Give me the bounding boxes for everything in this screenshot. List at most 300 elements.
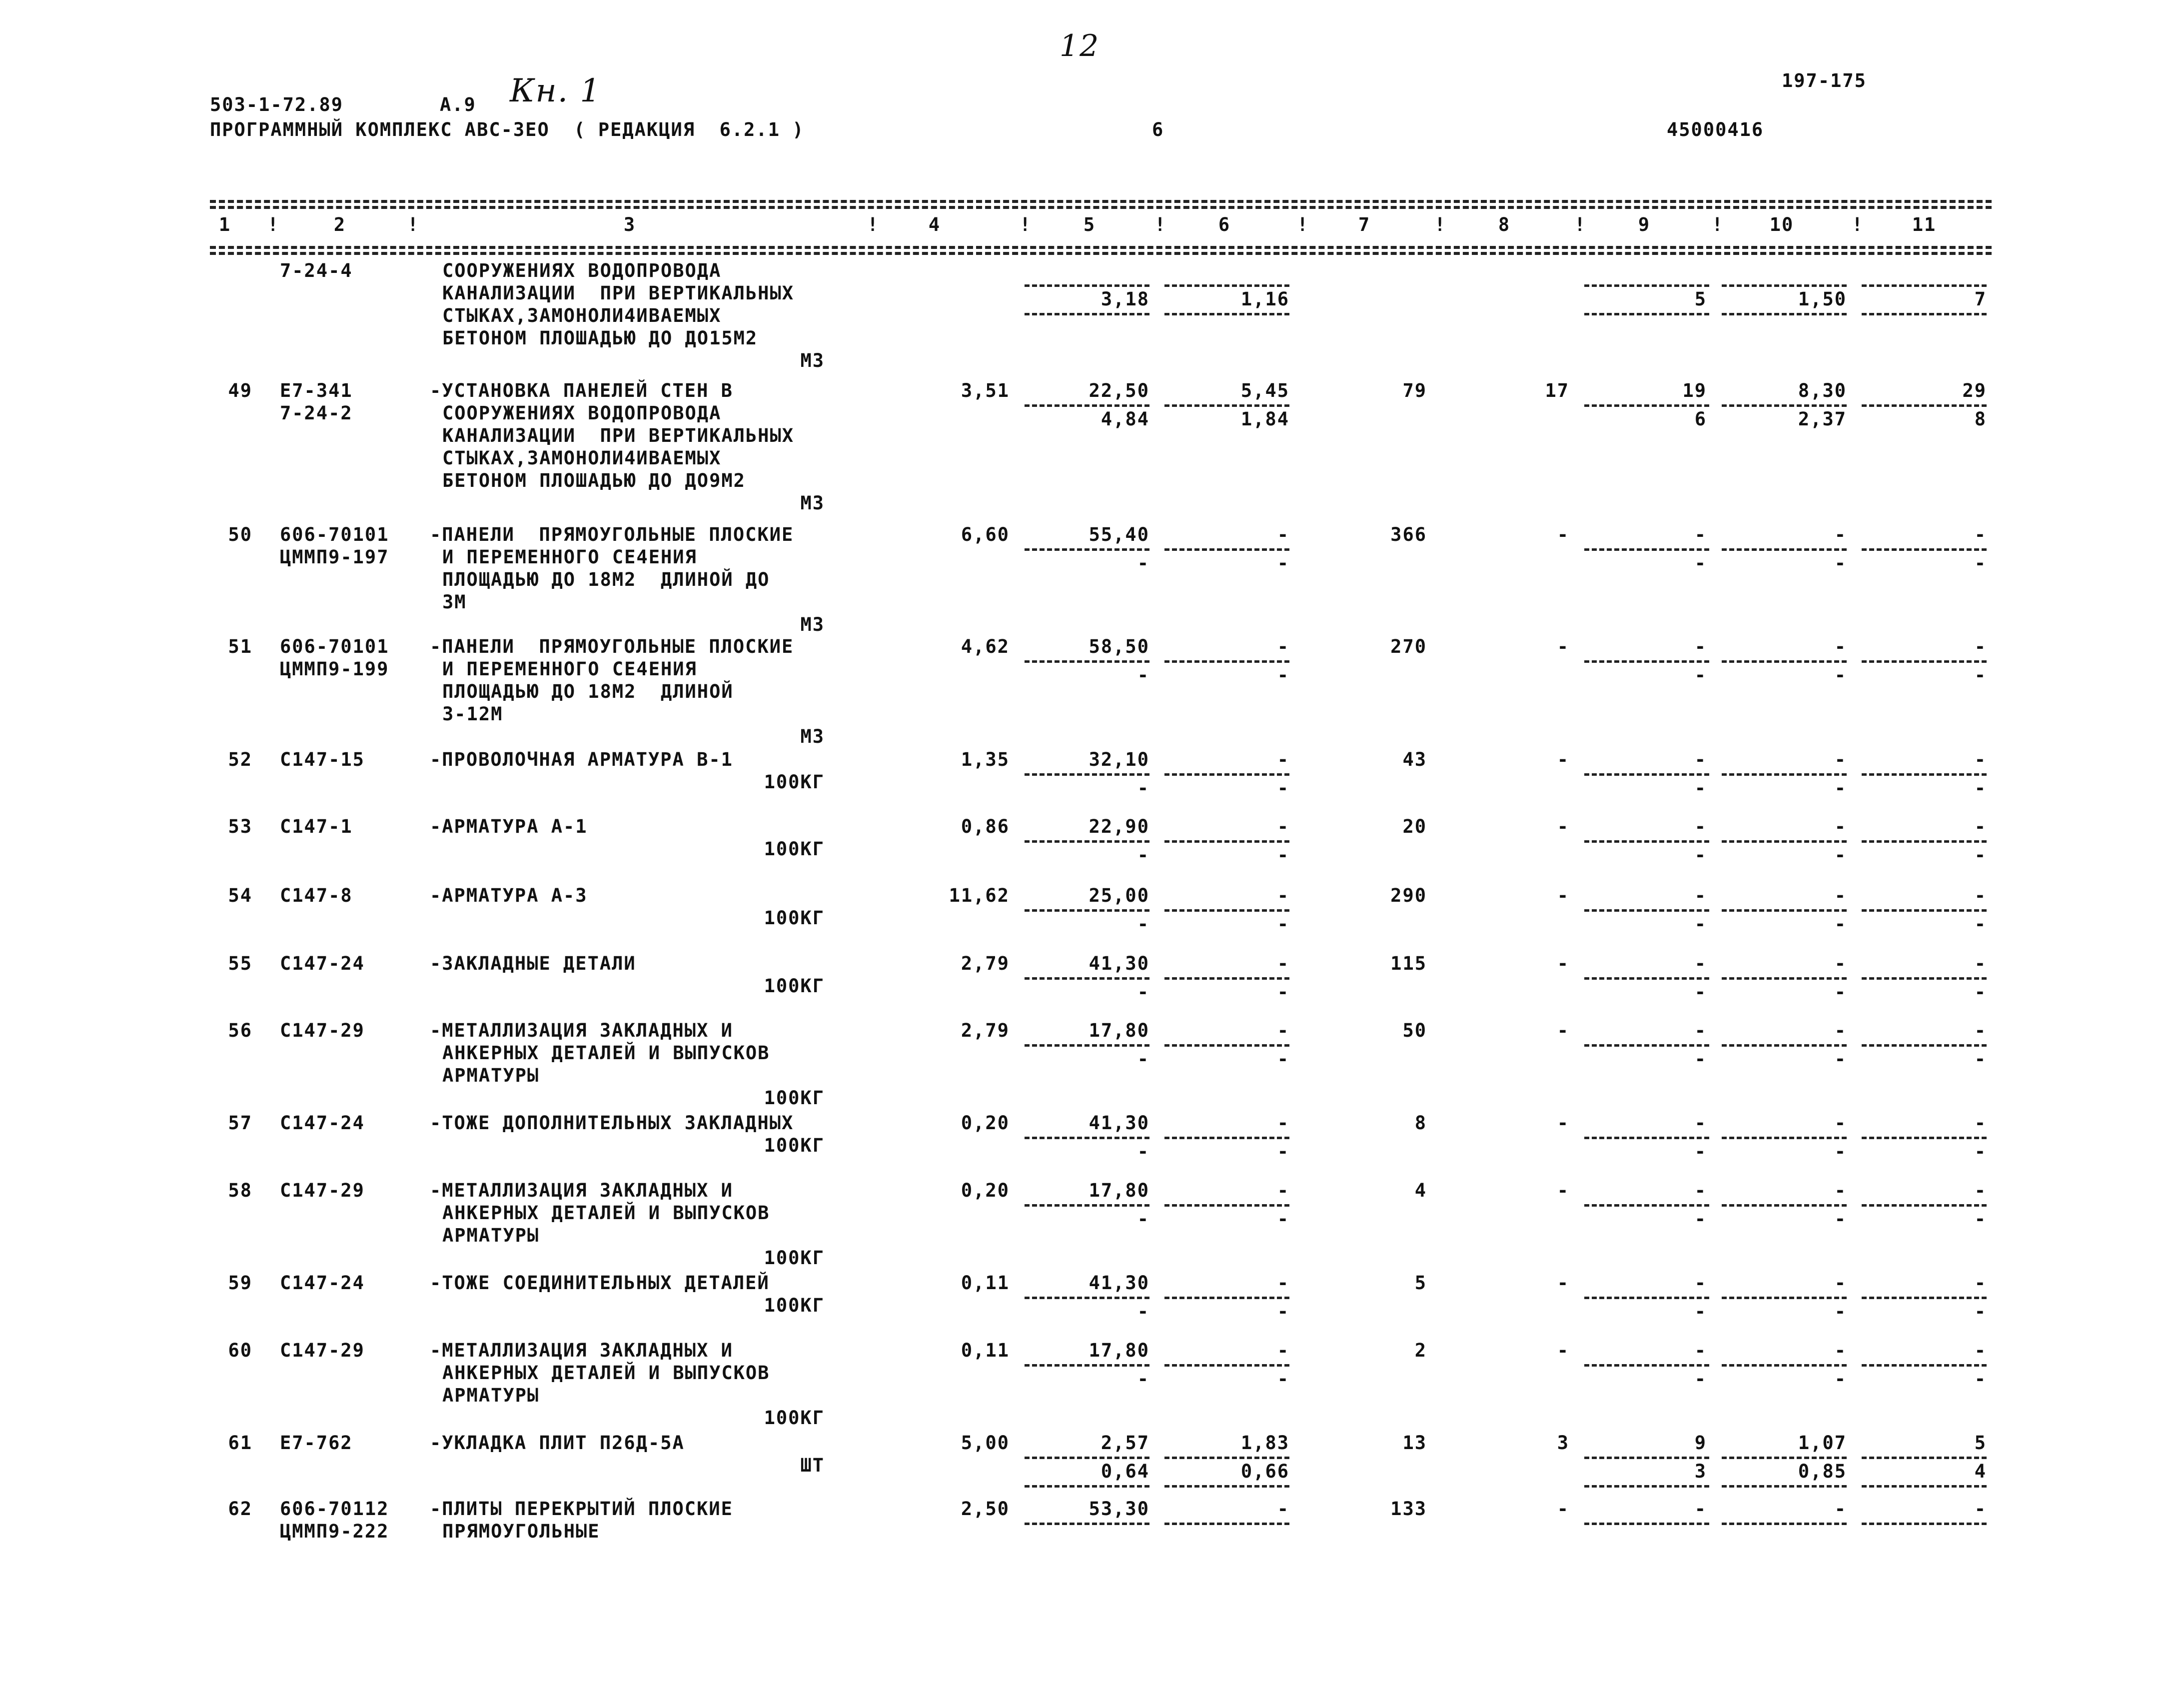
row-number: 59 [228, 1272, 252, 1294]
cell-divider-c11 [1862, 1457, 1987, 1459]
cell-c7: 366 [1390, 524, 1427, 545]
row-code: С147-24 [280, 953, 365, 974]
cell-c6: - [1277, 1498, 1289, 1520]
cell-c5: 25,00 [1089, 885, 1149, 906]
cell-c6b: - [1277, 664, 1289, 686]
column-header-1: 1 [218, 214, 231, 235]
cell-c8: - [1557, 1272, 1569, 1294]
row-unit: 100КГ [764, 907, 825, 929]
cell-c9b: - [1694, 981, 1707, 1003]
cell-c6: - [1277, 885, 1289, 906]
row-description-line: ПЛОЩАДЬЮ ДО 18М2 ДЛИНОЙ ДО [442, 569, 770, 590]
code-right: 197-175 [1782, 70, 1867, 91]
row-number: 58 [228, 1180, 252, 1201]
cell-c7: 8 [1414, 1112, 1427, 1134]
cell-divider-lower-c5 [1025, 1485, 1149, 1488]
row-code: С147-1 [280, 816, 353, 837]
cell-divider-c9 [1584, 1297, 1709, 1299]
cell-c8: - [1557, 1112, 1569, 1134]
column-separator: ! [1434, 214, 1447, 235]
cell-c10: - [1834, 1272, 1847, 1294]
cell-c11b: 8 [1974, 408, 1987, 430]
cell-c5: 22,50 [1089, 380, 1149, 401]
cell-divider-c11 [1862, 977, 1987, 980]
cell-c11b: 4 [1974, 1461, 1987, 1482]
cell-c4: 0,20 [961, 1180, 1010, 1201]
cell-divider-lower-c9 [1584, 1485, 1709, 1488]
row-code: С147-15 [280, 749, 365, 770]
cell-divider-lower-c6 [1164, 313, 1289, 315]
cell-c9b: - [1694, 1301, 1707, 1322]
cell-divider-c5 [1025, 404, 1149, 407]
row-description-line: АРМАТУРЫ [442, 1385, 540, 1406]
cell-c10: - [1834, 1340, 1847, 1361]
cell-c7: 270 [1390, 636, 1427, 657]
cell-divider-c11 [1862, 660, 1987, 663]
cell-divider-lower-c9 [1584, 313, 1709, 315]
album-label: А.9 [440, 94, 476, 115]
row-code: 606-70101 [280, 524, 389, 545]
cell-divider-c6 [1164, 660, 1289, 663]
cell-divider-c11 [1862, 284, 1987, 287]
cell-divider-c11 [1862, 1137, 1987, 1139]
cell-divider-c9 [1584, 660, 1709, 663]
row-code: 606-70101 [280, 636, 389, 657]
column-header-10: 10 [1769, 214, 1794, 235]
cell-divider-c6 [1164, 773, 1289, 776]
column-separator: ! [867, 214, 880, 235]
cell-divider-c9 [1584, 1044, 1709, 1047]
cell-divider-c9 [1584, 773, 1709, 776]
cell-divider-lower-c6 [1164, 1485, 1289, 1488]
cell-c10b: - [1834, 1301, 1847, 1322]
cell-divider-c6 [1164, 909, 1289, 912]
cell-divider-c6 [1164, 284, 1289, 287]
row-description-line: 3-12М [442, 703, 503, 725]
cell-c10b: - [1834, 913, 1847, 935]
cell-c7: 20 [1402, 816, 1427, 837]
row-description-line: АРМАТУРЫ [442, 1065, 540, 1086]
row-code-2: ЦММП9-222 [280, 1521, 389, 1542]
row-number: 60 [228, 1340, 252, 1361]
cell-c11: 5 [1974, 1432, 1987, 1454]
row-description-line: КАНАЛИЗАЦИИ ПРИ ВЕРТИКАЛЬНЫХ [442, 425, 795, 446]
cell-c5b: - [1137, 552, 1149, 574]
cell-c7: 133 [1390, 1498, 1427, 1520]
row-code-2: 7-24-2 [280, 402, 353, 424]
cell-divider-c5 [1025, 977, 1149, 980]
cell-c10: - [1834, 749, 1847, 770]
cell-divider-c9 [1584, 284, 1709, 287]
cell-c6: - [1277, 1340, 1289, 1361]
cell-c5b: 4,84 [1100, 408, 1149, 430]
cell-divider-c10 [1722, 773, 1847, 776]
cell-c6: - [1277, 1272, 1289, 1294]
cell-c6b: - [1277, 913, 1289, 935]
cell-c4: 6,60 [961, 524, 1010, 545]
cell-divider-c6 [1164, 1137, 1289, 1139]
cell-divider-c10 [1722, 1137, 1847, 1139]
row-description-line: -ТОЖЕ ДОПОЛНИТЕЛЬНЫХ ЗАКЛАДНЫХ [430, 1112, 794, 1134]
cell-c6: - [1277, 1180, 1289, 1201]
cell-divider-lower-c11 [1862, 1485, 1987, 1488]
cell-divider-c6 [1164, 548, 1289, 551]
cell-c4: 2,50 [961, 1498, 1010, 1520]
cell-c9: - [1694, 636, 1707, 657]
cell-c5b: - [1137, 913, 1149, 935]
center-number: 6 [1152, 119, 1164, 140]
cell-c5: 41,30 [1089, 953, 1149, 974]
row-description-line: -ЗАКЛАДНЫЕ ДЕТАЛИ [430, 953, 636, 974]
row-description-line: -АРМАТУРА А-3 [430, 885, 588, 906]
cell-divider-c5 [1025, 840, 1149, 843]
cell-c10: - [1834, 816, 1847, 837]
row-unit: 100КГ [764, 1407, 825, 1429]
cell-c8: - [1557, 885, 1569, 906]
cell-c4: 0,86 [961, 816, 1010, 837]
cell-c10b: - [1834, 552, 1847, 574]
cell-c11: - [1974, 953, 1987, 974]
row-number: 52 [228, 749, 252, 770]
row-number: 56 [228, 1020, 252, 1041]
cell-c5b: 0,64 [1100, 1461, 1149, 1482]
row-code: 7-24-4 [280, 260, 353, 281]
cell-c9b: - [1694, 1048, 1707, 1070]
cell-c6b: - [1277, 1301, 1289, 1322]
cell-c10b: - [1834, 981, 1847, 1003]
cell-divider-c6 [1164, 1523, 1289, 1525]
cell-c11b: - [1974, 1301, 1987, 1322]
cell-c4: 3,51 [961, 380, 1010, 401]
column-separator: ! [1297, 214, 1309, 235]
row-number: 53 [228, 816, 252, 837]
cell-divider-c5 [1025, 660, 1149, 663]
cell-c5: 41,30 [1089, 1112, 1149, 1134]
cell-c10b: - [1834, 1208, 1847, 1230]
cell-c10b: - [1834, 664, 1847, 686]
cell-c5: 22,90 [1089, 816, 1149, 837]
row-description-line: 3М [442, 591, 467, 613]
cell-c9b: - [1694, 1208, 1707, 1230]
cell-divider-c6 [1164, 1204, 1289, 1207]
cell-c9b: 5 [1694, 288, 1707, 310]
row-description-line: -ПАНЕЛИ ПРЯМОУГОЛЬНЫЕ ПЛОСКИЕ [430, 636, 794, 657]
cell-c10: - [1834, 885, 1847, 906]
row-description-line: -МЕТАЛЛИЗАЦИЯ ЗАКЛАДНЫХ И [430, 1340, 733, 1361]
column-header-9: 9 [1638, 214, 1651, 235]
row-unit: М3 [800, 350, 825, 371]
cell-c6b: - [1277, 1048, 1289, 1070]
cell-c10b: - [1834, 1368, 1847, 1390]
cell-c6b: - [1277, 552, 1289, 574]
row-description-line: БЕТОНОМ ПЛОШАДЬЮ ДО ДО15М2 [442, 327, 758, 349]
cell-c5: 53,30 [1089, 1498, 1149, 1520]
row-unit: 100КГ [764, 1135, 825, 1156]
cell-divider-c5 [1025, 284, 1149, 287]
cell-c11b: - [1974, 913, 1987, 935]
row-description-line: БЕТОНОМ ПЛОШАДЬЮ ДО ДО9М2 [442, 470, 746, 491]
cell-c10: - [1834, 636, 1847, 657]
cell-c5: 17,80 [1089, 1020, 1149, 1041]
cell-c4: 4,62 [961, 636, 1010, 657]
cell-c5b: - [1137, 981, 1149, 1003]
cell-c6: - [1277, 524, 1289, 545]
cell-c9: - [1694, 885, 1707, 906]
cell-c6: - [1277, 1020, 1289, 1041]
row-code: С147-29 [280, 1180, 365, 1201]
book-label: Кн. 1 [510, 72, 602, 109]
cell-c5b: - [1137, 1048, 1149, 1070]
cell-c5: 58,50 [1089, 636, 1149, 657]
cell-c11: - [1974, 816, 1987, 837]
cell-divider-c11 [1862, 773, 1987, 776]
row-code: Е7-341 [280, 380, 353, 401]
cell-divider-c9 [1584, 1137, 1709, 1139]
row-description-line: -ПЛИТЫ ПЕРЕКРЫТИЙ ПЛОСКИЕ [430, 1498, 733, 1520]
cell-c11: - [1974, 1272, 1987, 1294]
row-description-line: АНКЕРНЫХ ДЕТАЛЕЙ И ВЫПУСКОВ [442, 1042, 770, 1064]
cell-c11b: - [1974, 777, 1987, 799]
cell-c5: 32,10 [1089, 749, 1149, 770]
row-code: С147-29 [280, 1020, 365, 1041]
cell-c5b: 3,18 [1100, 288, 1149, 310]
cell-divider-c10 [1722, 1297, 1847, 1299]
cell-c9: - [1694, 1180, 1707, 1201]
row-code: 606-70112 [280, 1498, 389, 1520]
row-unit: 100КГ [764, 1295, 825, 1316]
row-description-line: АНКЕРНЫХ ДЕТАЛЕЙ И ВЫПУСКОВ [442, 1202, 770, 1224]
row-description-line: ПРЯМОУГОЛЬНЫЕ [442, 1521, 600, 1542]
row-code-2: ЦММП9-199 [280, 658, 389, 680]
cell-divider-c5 [1025, 1137, 1149, 1139]
cell-c8: - [1557, 636, 1569, 657]
row-description-line: СООРУЖЕНИЯХ ВОДОПРОВОДА [442, 260, 722, 281]
cell-c11b: - [1974, 1141, 1987, 1162]
cell-divider-c11 [1862, 1297, 1987, 1299]
cell-divider-c10 [1722, 977, 1847, 980]
cell-c5: 2,57 [1100, 1432, 1149, 1454]
cell-divider-c10 [1722, 660, 1847, 663]
cell-c11: - [1974, 885, 1987, 906]
cell-c11b: - [1974, 1368, 1987, 1390]
row-code: С147-8 [280, 885, 353, 906]
column-separator: ! [407, 214, 420, 235]
cell-c9: - [1694, 1272, 1707, 1294]
cell-c9b: - [1694, 844, 1707, 866]
cell-divider-c11 [1862, 548, 1987, 551]
cell-divider-c11 [1862, 1523, 1987, 1525]
cell-c5: 55,40 [1089, 524, 1149, 545]
row-description-line: АРМАТУРЫ [442, 1225, 540, 1246]
row-code: Е7-762 [280, 1432, 353, 1454]
cell-c6b: - [1277, 844, 1289, 866]
cell-c4: 11,62 [949, 885, 1010, 906]
row-unit: 100КГ [764, 771, 825, 793]
header-rule-top-2 [210, 206, 1992, 209]
cell-divider-c9 [1584, 548, 1709, 551]
cell-c9: - [1694, 749, 1707, 770]
cell-c8: - [1557, 1340, 1569, 1361]
cell-c9: - [1694, 1020, 1707, 1041]
row-description-line: ПЛОЩАДЬЮ ДО 18М2 ДЛИНОЙ [442, 681, 734, 702]
row-number: 50 [228, 524, 252, 545]
cell-c11b: - [1974, 1048, 1987, 1070]
cell-c4: 5,00 [961, 1432, 1010, 1454]
cell-c9b: - [1694, 664, 1707, 686]
row-code: С147-29 [280, 1340, 365, 1361]
cell-divider-lower-c10 [1722, 313, 1847, 315]
row-number: 62 [228, 1498, 252, 1520]
cell-c10: - [1834, 1112, 1847, 1134]
cell-c8: - [1557, 1498, 1569, 1520]
cell-c9: 19 [1682, 380, 1707, 401]
cell-c6b: - [1277, 981, 1289, 1003]
row-unit: М3 [800, 492, 825, 514]
cell-c11: - [1974, 1112, 1987, 1134]
cell-c10b: - [1834, 1141, 1847, 1162]
cell-divider-c6 [1164, 977, 1289, 980]
column-separator: ! [267, 214, 280, 235]
cell-divider-c11 [1862, 404, 1987, 407]
cell-divider-c9 [1584, 1457, 1709, 1459]
cell-c4: 1,35 [961, 749, 1010, 770]
cell-c5b: - [1137, 1301, 1149, 1322]
cell-divider-c11 [1862, 1044, 1987, 1047]
cell-c10b: - [1834, 1048, 1847, 1070]
cell-c10b: 2,37 [1798, 408, 1847, 430]
cell-divider-lower-c11 [1862, 313, 1987, 315]
row-description-line: АНКЕРНЫХ ДЕТАЛЕЙ И ВЫПУСКОВ [442, 1362, 770, 1384]
row-description-line: -МЕТАЛЛИЗАЦИЯ ЗАКЛАДНЫХ И [430, 1020, 733, 1041]
cell-divider-c10 [1722, 840, 1847, 843]
cell-c9: - [1694, 1112, 1707, 1134]
row-number: 55 [228, 953, 252, 974]
cell-divider-c9 [1584, 840, 1709, 843]
cell-c9b: 6 [1694, 408, 1707, 430]
cell-c10b: - [1834, 777, 1847, 799]
row-description-line: -АРМАТУРА А-1 [430, 816, 588, 837]
row-code: С147-24 [280, 1272, 365, 1294]
cell-divider-c9 [1584, 1364, 1709, 1367]
cell-c5b: - [1137, 664, 1149, 686]
cell-c6: - [1277, 1112, 1289, 1134]
cell-divider-lower-c10 [1722, 1485, 1847, 1488]
cell-c8: - [1557, 1180, 1569, 1201]
column-header-2: 2 [333, 214, 346, 235]
page-number: 12 [1060, 28, 1100, 63]
column-separator: ! [1574, 214, 1587, 235]
cell-divider-c9 [1584, 1523, 1709, 1525]
cell-c7: 43 [1402, 749, 1427, 770]
cell-c5b: - [1137, 1208, 1149, 1230]
cell-divider-c11 [1862, 1204, 1987, 1207]
column-header-5: 5 [1083, 214, 1096, 235]
cell-c11: - [1974, 1340, 1987, 1361]
cell-c7: 79 [1402, 380, 1427, 401]
cell-c10: - [1834, 953, 1847, 974]
cell-c11: - [1974, 1498, 1987, 1520]
cell-c9: - [1694, 524, 1707, 545]
row-number: 49 [228, 380, 252, 401]
cell-c5b: - [1137, 844, 1149, 866]
cell-c4: 2,79 [961, 1020, 1010, 1041]
column-separator: ! [1712, 214, 1724, 235]
cell-c6b: - [1277, 1368, 1289, 1390]
cell-c11: - [1974, 1180, 1987, 1201]
cell-c4: 0,11 [961, 1340, 1010, 1361]
cell-c11: - [1974, 524, 1987, 545]
cell-c9: - [1694, 1340, 1707, 1361]
doc-number: 503-1-72.89 [210, 94, 344, 115]
cell-c8: - [1557, 524, 1569, 545]
column-header-4: 4 [928, 214, 941, 235]
cell-divider-c11 [1862, 1364, 1987, 1367]
row-code-2: ЦММП9-197 [280, 546, 389, 568]
cell-c11b: - [1974, 552, 1987, 574]
cell-c6b: - [1277, 777, 1289, 799]
cell-c8: - [1557, 816, 1569, 837]
cell-divider-c9 [1584, 404, 1709, 407]
cell-c11b: - [1974, 1208, 1987, 1230]
cell-divider-c10 [1722, 909, 1847, 912]
cell-c7: 2 [1414, 1340, 1427, 1361]
cell-c4: 0,20 [961, 1112, 1010, 1134]
row-unit: М3 [800, 726, 825, 747]
cell-divider-c6 [1164, 1297, 1289, 1299]
cell-c11: 29 [1962, 380, 1987, 401]
cell-c7: 13 [1402, 1432, 1427, 1454]
cell-c10: 8,30 [1798, 380, 1847, 401]
cell-divider-c10 [1722, 1457, 1847, 1459]
cell-c8: - [1557, 953, 1569, 974]
cell-c11b: - [1974, 981, 1987, 1003]
row-description-line: -УСТАНОВКА ПАНЕЛЕЙ СТЕН В [430, 380, 733, 401]
cell-c10: - [1834, 524, 1847, 545]
column-separator: ! [1852, 214, 1864, 235]
cell-c8: 17 [1545, 380, 1569, 401]
cell-divider-c10 [1722, 548, 1847, 551]
cell-divider-c10 [1722, 284, 1847, 287]
cell-c10: - [1834, 1020, 1847, 1041]
cell-c8: - [1557, 749, 1569, 770]
row-description-line: -ПРОВОЛОЧНАЯ АРМАТУРА В-1 [430, 749, 733, 770]
cell-c11: - [1974, 636, 1987, 657]
cell-c10b: - [1834, 844, 1847, 866]
cell-divider-c10 [1722, 1044, 1847, 1047]
cell-divider-c5 [1025, 1523, 1149, 1525]
cell-divider-c11 [1862, 909, 1987, 912]
cell-c10: 1,07 [1798, 1432, 1847, 1454]
cell-divider-lower-c5 [1025, 313, 1149, 315]
cell-divider-c6 [1164, 1457, 1289, 1459]
cell-c9b: - [1694, 913, 1707, 935]
cell-c9b: - [1694, 1368, 1707, 1390]
cell-divider-c9 [1584, 1204, 1709, 1207]
cell-divider-c10 [1722, 1204, 1847, 1207]
cell-c6: - [1277, 816, 1289, 837]
column-header-8: 8 [1498, 214, 1511, 235]
row-number: 57 [228, 1112, 252, 1134]
cell-c6b: 1,16 [1240, 288, 1289, 310]
row-unit: 100КГ [764, 1247, 825, 1269]
header-rule-bottom [210, 246, 1992, 249]
cell-c11b: - [1974, 844, 1987, 866]
column-separator: ! [1020, 214, 1032, 235]
cell-c8: 3 [1557, 1432, 1569, 1454]
cell-c5: 17,80 [1089, 1340, 1149, 1361]
cell-c6: 1,83 [1240, 1432, 1289, 1454]
cell-c5: 41,30 [1089, 1272, 1149, 1294]
